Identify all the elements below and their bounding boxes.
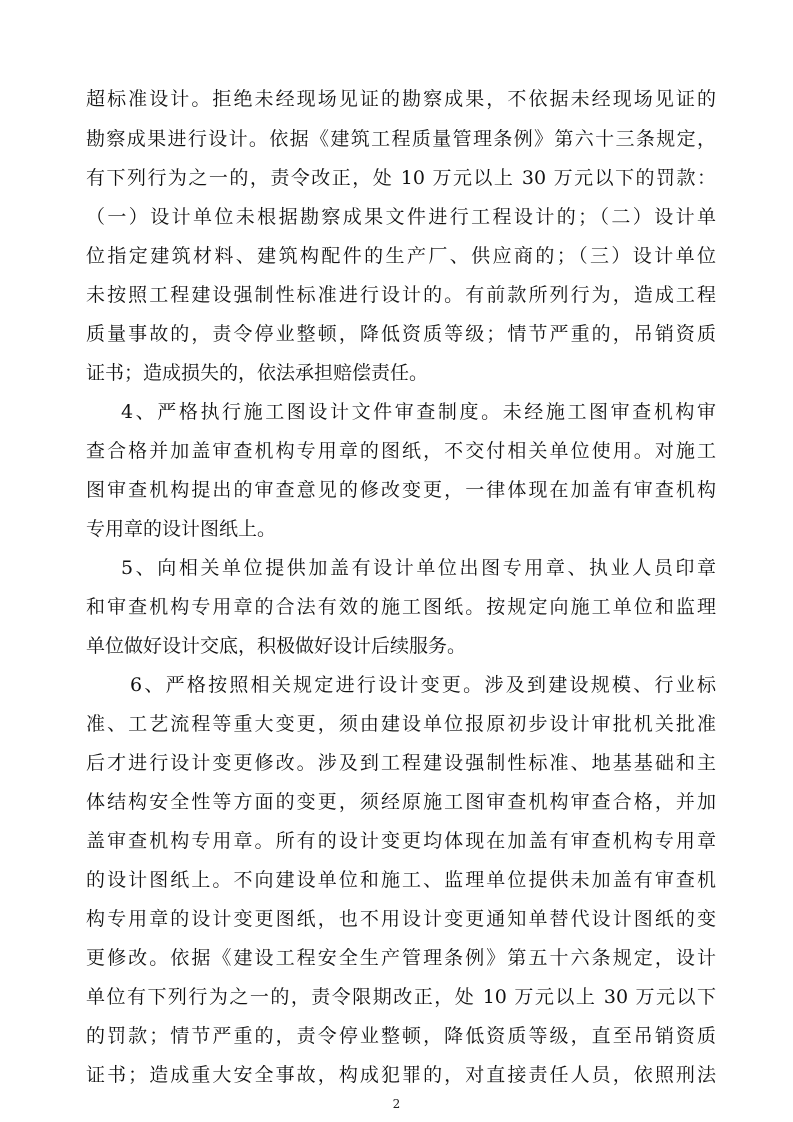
- page-number: 2: [392, 1097, 401, 1111]
- text-line: 证书；造成损失的，依法承担赔偿责任。: [86, 362, 429, 384]
- text-line: 的罚款；情节严重的，责令停业整顿，降低资质等级，直至吊销资质: [86, 1025, 716, 1047]
- text-line: 有下列行为之一的，责令改正，处 10 万元以上 30 万元以下的罚款：: [86, 167, 716, 189]
- paragraph-6-start: 6、严格按照相关规定进行设计变更。涉及到建设规模、行业标: [130, 674, 716, 696]
- text-line: 勘察成果进行设计。依据《建筑工程质量管理条例》第六十三条规定，: [86, 128, 716, 150]
- text-line: 体结构安全性等方面的变更，须经原施工图审查机构审查合格，并加: [86, 791, 716, 813]
- text-line: 图审查机构提出的审查意见的修改变更，一律体现在加盖有审查机构: [86, 479, 716, 501]
- text-line: 后才进行设计变更修改。涉及到工程建设强制性标准、地基基础和主: [86, 752, 716, 774]
- text-line: 未按照工程建设强制性标准进行设计的。有前款所列行为，造成工程: [86, 284, 716, 306]
- text-line: 的设计图纸上。不向建设单位和施工、监理单位提供未加盖有审查机: [86, 869, 716, 891]
- text-line: 更修改。依据《建设工程安全生产管理条例》第五十六条规定，设计: [86, 947, 716, 969]
- text-line: 单位做好设计交底，积极做好设计后续服务。: [86, 635, 467, 657]
- text-line: 超标准设计。拒绝未经现场见证的勘察成果，不依据未经现场见证的: [86, 88, 716, 110]
- text-line: 查合格并加盖审查机构专用章的图纸，不交付相关单位使用。对施工: [86, 440, 716, 462]
- text-line: 专用章的设计图纸上。: [86, 518, 277, 540]
- text-line: 和审查机构专用章的合法有效的施工图纸。按规定向施工单位和监理: [86, 596, 716, 618]
- text-line: 位指定建筑材料、建筑构配件的生产厂、供应商的；（三）设计单位: [86, 245, 716, 267]
- text-line: 盖审查机构专用章。所有的设计变更均体现在加盖有审查机构专用章: [86, 830, 716, 852]
- text-line: 准、工艺流程等重大变更，须由建设单位报原初步设计审批机关批准: [86, 713, 716, 735]
- paragraph-5-start: 5、向相关单位提供加盖有设计单位出图专用章、执业人员印章: [121, 557, 716, 579]
- text-line: 单位有下列行为之一的，责令限期改正，处 10 万元以上 30 万元以下: [86, 986, 716, 1008]
- text-line: （一）设计单位未根据勘察成果文件进行工程设计的；（二）设计单: [86, 206, 716, 228]
- text-line: 质量事故的，责令停业整顿，降低资质等级；情节严重的，吊销资质: [86, 323, 716, 345]
- paragraph-4-start: 4、严格执行施工图设计文件审查制度。未经施工图审查机构审: [121, 401, 716, 423]
- text-line: 证书；造成重大安全事故，构成犯罪的，对直接责任人员，依照刑法: [86, 1064, 716, 1086]
- text-line: 构专用章的设计变更图纸，也不用设计变更通知单替代设计图纸的变: [86, 908, 716, 930]
